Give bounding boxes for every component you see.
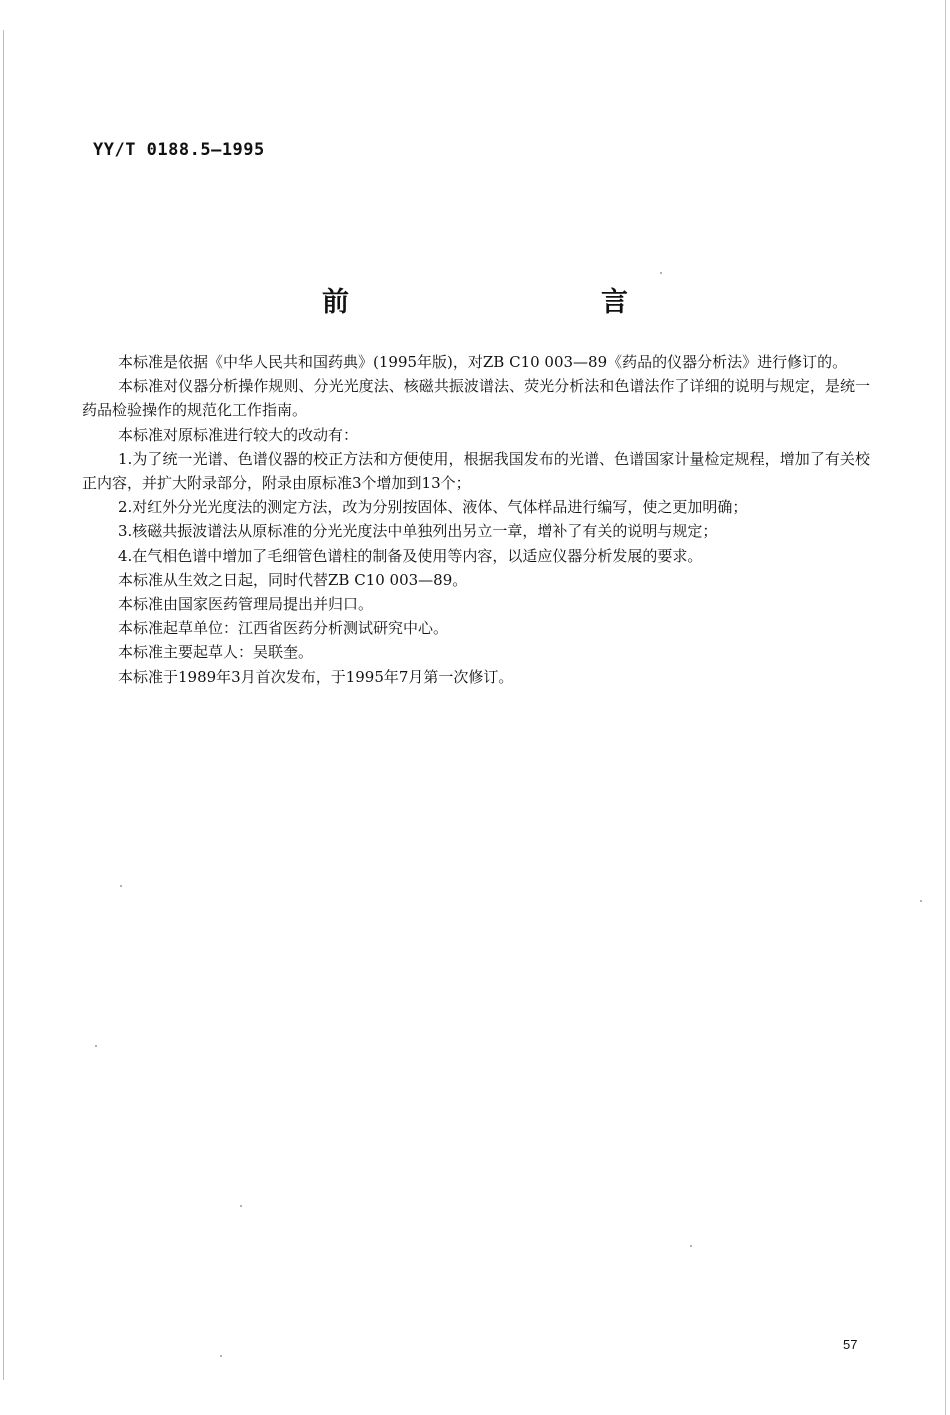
list-item-change-3: 3.核磁共振波谱法从原标准的分光光度法中单独列出另立一章，增补了有关的说明与规定； bbox=[118, 522, 718, 541]
paragraph-replacement: 本标准从生效之日起，同时代替ZB C10 003—89。 bbox=[118, 570, 468, 589]
paragraph-changes-intro: 本标准对原标准进行较大的改动有： bbox=[118, 425, 359, 444]
paragraph-history: 本标准于1989年3月首次发布，于1995年7月第一次修订。 bbox=[118, 667, 514, 686]
standard-code: YY/T 0188.5—1995 bbox=[93, 140, 265, 160]
scan-speck bbox=[690, 1245, 692, 1247]
paragraph-basis: 本标准是依据《中华人民共和国药典》(1995年版)，对ZB C10 003—89《药品的仪器分析法》进行修订的。 bbox=[118, 353, 848, 371]
scan-speck bbox=[660, 272, 662, 274]
list-item-change-1: 1.为了统一光谱、色谱仪器的校正方法和方便使用，根据我国发布的光谱、色谱国家计量检定规程，增加了有关校正内容，并扩大附录部分，附录由原标准3个增加到13个； bbox=[82, 449, 870, 493]
paragraph-proposer: 本标准由国家医药管理局提出并归口。 bbox=[118, 595, 374, 614]
paragraph-scope: 本标准对仪器分析操作规则、分光光度法、核磁共振波谱法、荧光分析法和色谱法作了详细的说明与规定，是统一药品检验操作的规范化工作指南。 bbox=[82, 377, 870, 420]
scan-speck bbox=[240, 1205, 242, 1207]
scan-speck bbox=[920, 900, 922, 902]
scan-edge-right bbox=[945, 0, 946, 1415]
scan-speck bbox=[120, 885, 122, 887]
list-item-change-4: 4.在气相色谱中增加了毛细管色谱柱的制备及使用等内容，以适应仪器分析发展的要求。 bbox=[118, 546, 703, 565]
scan-speck bbox=[220, 1355, 222, 1357]
page-number: 57 bbox=[843, 1337, 858, 1352]
page-title: 前 言 bbox=[322, 287, 694, 318]
scan-speck bbox=[95, 1045, 97, 1047]
paragraph-drafting-unit: 本标准起草单位：江西省医药分析测试研究中心。 bbox=[118, 619, 449, 638]
foreword-body bbox=[82, 350, 870, 689]
scan-edge-left bbox=[3, 30, 4, 1380]
list-item-change-2: 2.对红外分光光度法的测定方法，改为分别按固体、液体、气体样品进行编写，使之更加明确； bbox=[118, 498, 748, 517]
paragraph-drafter: 本标准主要起草人：吴联奎。 bbox=[118, 643, 314, 662]
